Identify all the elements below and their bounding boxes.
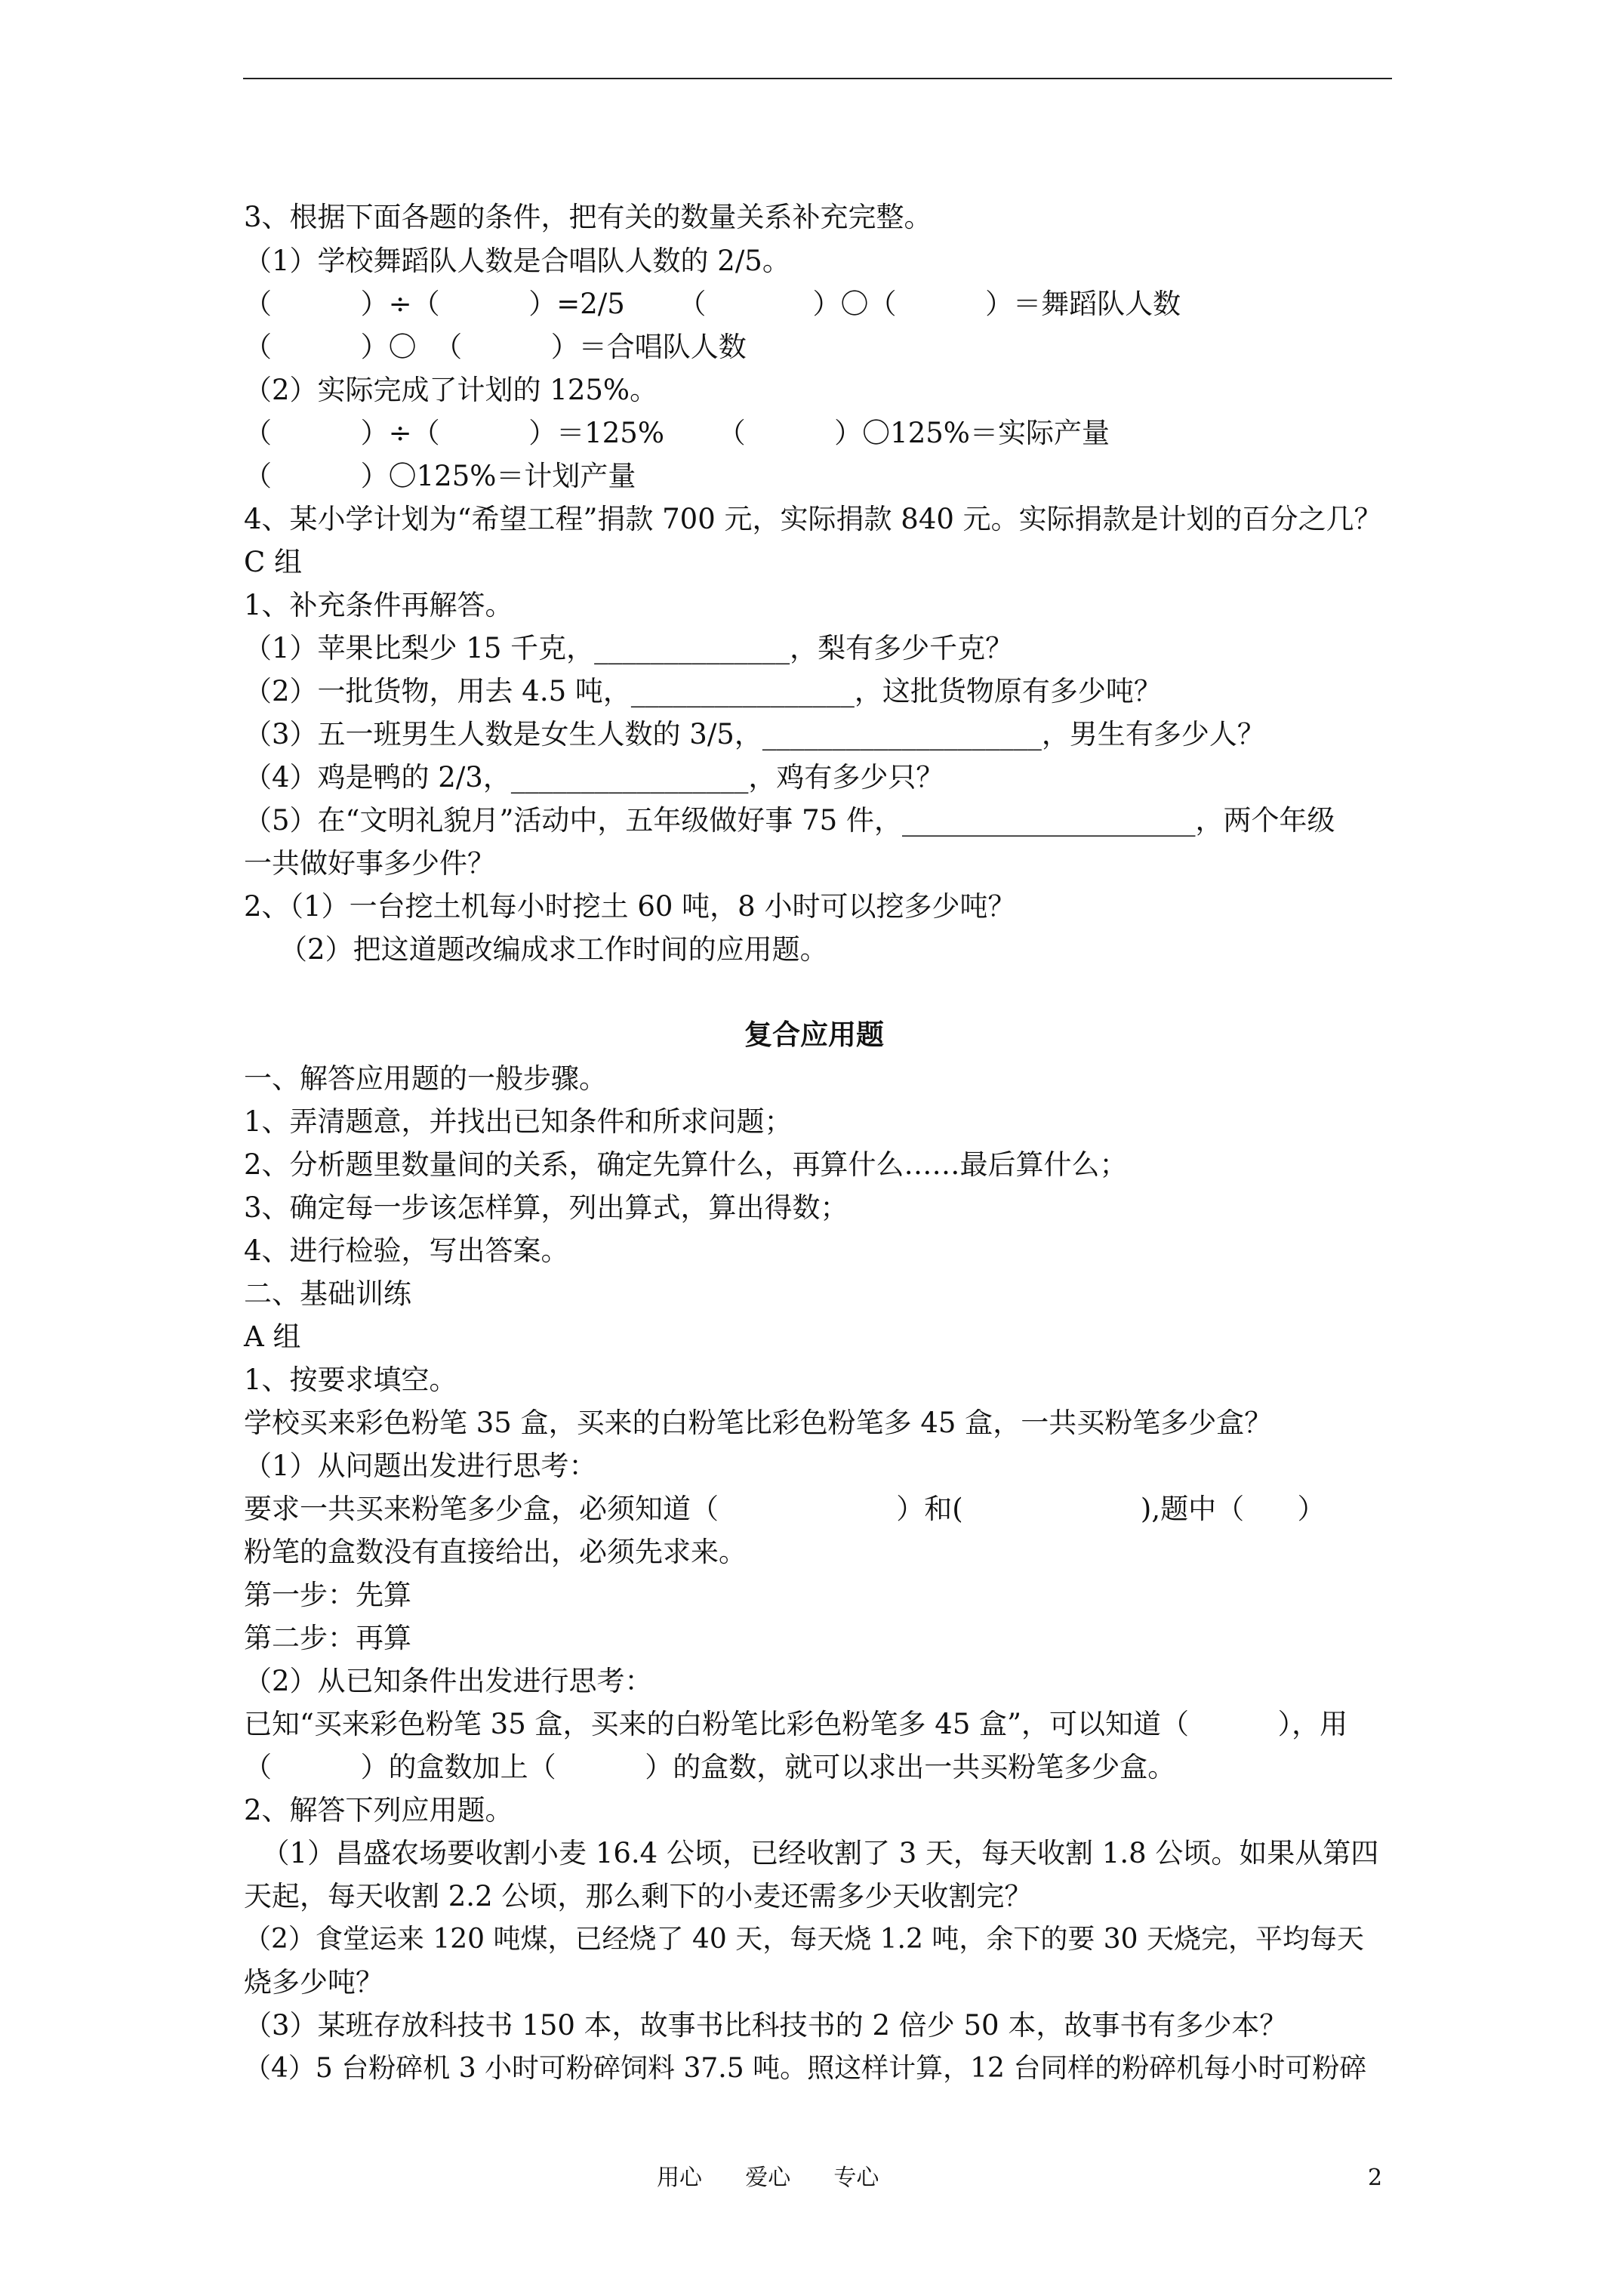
text-line: 2、（1）一台挖土机每小时挖土 60 吨，8 小时可以挖多少吨？ bbox=[244, 890, 1016, 923]
text-line: 2、解答下列应用题。 bbox=[244, 1794, 513, 1826]
text-line: 学校买来彩色粉笔 35 盒，买来的白粉笔比彩色粉笔多 45 盒，一共买粉笔多少盒？ bbox=[244, 1407, 1273, 1439]
text-line: （4）鸡是鸭的 2/3，_________________，鸡有多少只？ bbox=[244, 761, 944, 794]
text-line: 4、某小学计划为“希望工程”捐款 700 元，实际捐款 840 元。实际捐款是计划的百分之几？ bbox=[244, 503, 1382, 535]
text-line: 烧多少吨？ bbox=[244, 1966, 383, 1999]
text-line: （2）把这道题改编成求工作时间的应用题。 bbox=[244, 933, 828, 966]
text-line: （3）某班存放科技书 150 本，故事书比科技书的 2 倍少 50 本，故事书有多少本？ bbox=[244, 2009, 1288, 2042]
text-line: （ ）〇 （ ）＝合唱队人数 bbox=[244, 331, 747, 363]
text-line: 3、根据下面各题的条件，把有关的数量关系补充完整。 bbox=[244, 201, 932, 233]
text-line: 第一步：先算 bbox=[244, 1579, 411, 1611]
text-line: 1、按要求填空。 bbox=[244, 1364, 457, 1396]
text-line: （3）五一班男生人数是女生人数的 3/5，____________________，男生有多少人？ bbox=[244, 718, 1265, 750]
text-line: （2）食堂运来 120 吨煤，已经烧了 40 天，每天烧 1.2 吨，余下的要 30 天烧完，平均每天 bbox=[244, 1924, 1365, 1955]
text-line: 第二步：再算 bbox=[244, 1622, 411, 1654]
text-line: （5）在“文明礼貌月”活动中，五年级做好事 75 件，_____________________，两个年级 bbox=[244, 804, 1335, 837]
page-number: 2 bbox=[1368, 2165, 1383, 2191]
text-line: （ ）÷（ ）=2/5 （ ）〇（ ）＝舞蹈队人数 bbox=[244, 288, 1181, 320]
text-line: 3、确定每一步该怎样算，列出算式，算出得数； bbox=[244, 1191, 848, 1224]
text-line: 要求一共买来粉笔多少盒，必须知道（ ）和( ),题中（ ） bbox=[244, 1493, 1326, 1525]
text-line: A 组 bbox=[244, 1321, 301, 1353]
text-line: 天起，每天收割 2.2 公顷，那么剩下的小麦还需多少天收割完？ bbox=[244, 1880, 1033, 1912]
text-line: （4）5 台粉碎机 3 小时可粉碎饲料 37.5 吨。照这样计算，12 台同样的粉碎机每小时可粉碎 bbox=[244, 2053, 1367, 2084]
text-line: （2）一批货物，用去 4.5 吨，________________，这批货物原有多少吨？ bbox=[244, 675, 1162, 707]
text-line: 一共做好事多少件？ bbox=[244, 847, 495, 880]
section-title: 复合应用题 bbox=[744, 1018, 884, 1051]
text-line: （ ）÷（ ）＝125% （ ）〇125%＝实际产量 bbox=[244, 417, 1110, 449]
text-line: （1）从问题出发进行思考： bbox=[244, 1450, 597, 1482]
footer-motto: 用心 爱心 专心 bbox=[657, 2165, 879, 2191]
text-line: （1）学校舞蹈队人数是合唱队人数的 2/5。 bbox=[244, 245, 790, 277]
text-line: （ ）〇125%＝计划产量 bbox=[244, 460, 636, 492]
header-rule bbox=[243, 78, 1392, 79]
text-line: 已知“买来彩色粉笔 35 盒，买来的白粉笔比彩色粉笔多 45 盒”，可以知道（ ），用 bbox=[244, 1708, 1348, 1740]
text-line: C 组 bbox=[244, 546, 303, 578]
text-line: 二、基础训练 bbox=[244, 1277, 411, 1310]
text-line: 4、进行检验，写出答案。 bbox=[244, 1234, 569, 1267]
text-line: 2、分析题里数量间的关系，确定先算什么，再算什么……最后算什么； bbox=[244, 1148, 1128, 1181]
text-line: （1）昌盛农场要收割小麦 16.4 公顷，已经收割了 3 天，每天收割 1.8 公顷。如果从第四 bbox=[244, 1837, 1379, 1869]
text-line: （2）实际完成了计划的 125%。 bbox=[244, 374, 658, 406]
text-line: 粉笔的盒数没有直接给出，必须先求来。 bbox=[244, 1536, 747, 1568]
text-line: （1）苹果比梨少 15 千克，______________，梨有多少千克？ bbox=[244, 632, 1014, 664]
text-line: 1、补充条件再解答。 bbox=[244, 589, 513, 621]
text-line: 1、弄清题意，并找出已知条件和所求问题； bbox=[244, 1105, 793, 1138]
text-line: 一、解答应用题的一般步骤。 bbox=[244, 1062, 607, 1095]
text-line: （2）从已知条件出发进行思考： bbox=[244, 1665, 653, 1697]
text-line: （ ）的盒数加上（ ）的盒数，就可以求出一共买粉笔多少盒。 bbox=[244, 1751, 1176, 1783]
